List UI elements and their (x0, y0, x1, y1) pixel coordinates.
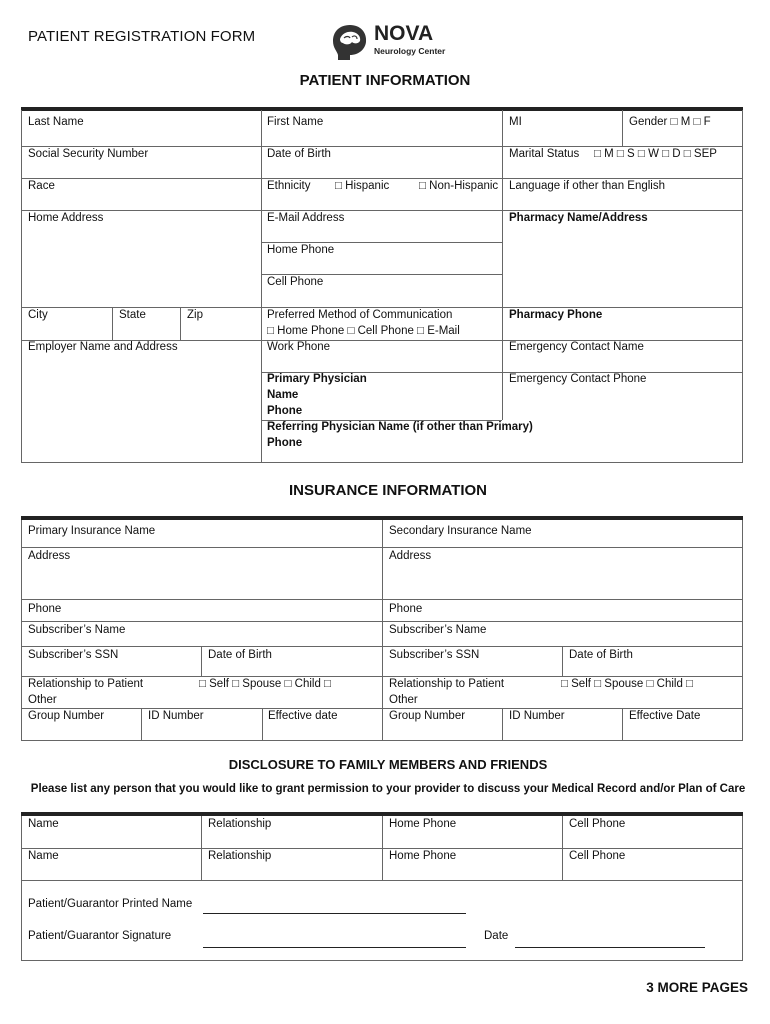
contact1-cell-phone-label: Cell Phone (569, 818, 626, 830)
printed-name-field[interactable] (203, 913, 466, 914)
printed-name-label: Patient/Guarantor Printed Name (28, 898, 193, 910)
work-phone-label: Work Phone (267, 341, 331, 353)
primary-relationship-label: Relationship to Patient (28, 678, 144, 690)
primary-physician-phone-label: Phone (267, 405, 303, 417)
emergency-name-label: Emergency Contact Name (509, 341, 644, 353)
primary-address-label: Address (28, 550, 71, 562)
contact1-relationship-label: Relationship (208, 818, 272, 830)
secondary-insurance-label: Secondary Insurance Name (389, 525, 532, 537)
brain-head-icon (330, 22, 370, 62)
secondary-relationship-label: Relationship to Patient (389, 678, 505, 690)
zip-label: Zip (187, 309, 203, 321)
primary-group-number-label: Group Number (28, 710, 105, 722)
home-phone-label: Home Phone (267, 244, 335, 256)
primary-other-label: Other (28, 694, 57, 706)
primary-physician-name-label: Name (267, 389, 299, 401)
primary-effective-date-label: Effective date (268, 710, 338, 722)
pharmacy-phone-label: Pharmacy Phone (509, 309, 603, 321)
primary-id-number-label: ID Number (148, 710, 204, 722)
contact2-cell-phone-label: Cell Phone (569, 850, 626, 862)
date-field[interactable] (515, 947, 705, 948)
pref-comm-label: Preferred Method of Communication (267, 309, 453, 321)
logo-subtitle: Neurology Center (374, 46, 446, 56)
secondary-subscriber-ssn-label: Subscriber’s SSN (389, 649, 480, 661)
signature-label: Patient/Guarantor Signature (28, 930, 172, 942)
first-name-label: First Name (267, 116, 324, 128)
ethnicity-label: Ethnicity (267, 180, 311, 192)
contact1-home-phone-label: Home Phone (389, 818, 457, 830)
contact2-relationship-label: Relationship (208, 850, 272, 862)
primary-relationship-checkboxes[interactable]: □ Self □ Spouse □ Child □ (199, 678, 331, 690)
language-label: Language if other than English (509, 180, 666, 192)
referring-physician-label: Referring Physician Name (if other than Primary) (267, 421, 533, 433)
marital-status-checkboxes[interactable]: □ M □ S □ W □ D □ SEP (594, 148, 717, 160)
secondary-group-number-label: Group Number (389, 710, 466, 722)
contact2-name-label: Name (28, 850, 59, 862)
primary-physician-label: Primary Physician (267, 373, 367, 385)
insurance-title: INSURANCE INFORMATION (288, 482, 488, 499)
primary-phone-label: Phone (28, 603, 62, 615)
gender-checkboxes[interactable]: Gender □ M □ F (629, 116, 711, 128)
pharmacy-name-label: Pharmacy Name/Address (509, 212, 648, 224)
city-label: City (28, 309, 48, 321)
race-label: Race (28, 180, 55, 192)
date-label: Date (484, 930, 509, 942)
secondary-id-number-label: ID Number (509, 710, 565, 722)
logo (330, 22, 450, 64)
email-label: E-Mail Address (267, 212, 345, 224)
primary-dob-label: Date of Birth (208, 649, 272, 661)
contact1-name-label: Name (28, 818, 59, 830)
pref-comm-checkboxes[interactable]: □ Home Phone □ Cell Phone □ E-Mail (267, 325, 460, 337)
non-hispanic-checkbox[interactable]: □ Non-Hispanic (419, 180, 499, 192)
contact2-home-phone-label: Home Phone (389, 850, 457, 862)
disclosure-subtitle: Please list any person that you would like to grant permission to your provider to discuss your Medical Record and/or Plan of Care (30, 783, 746, 795)
secondary-relationship-checkboxes[interactable]: □ Self □ Spouse □ Child □ (561, 678, 693, 690)
referring-phone-label: Phone (267, 437, 303, 449)
primary-insurance-label: Primary Insurance Name (28, 525, 156, 537)
secondary-other-label: Other (389, 694, 418, 706)
primary-subscriber-ssn-label: Subscriber’s SSN (28, 649, 119, 661)
signature-field[interactable] (203, 947, 466, 948)
secondary-subscriber-name-label: Subscriber’s Name (389, 624, 487, 636)
last-name-label: Last Name (28, 116, 84, 128)
cell-phone-label: Cell Phone (267, 276, 324, 288)
primary-subscriber-name-label: Subscriber’s Name (28, 624, 126, 636)
home-address-label: Home Address (28, 212, 104, 224)
form-title: PATIENT REGISTRATION FORM (28, 28, 256, 45)
state-label: State (119, 309, 146, 321)
ssn-label: Social Security Number (28, 148, 149, 160)
mi-label: MI (509, 116, 522, 128)
logo-name: NOVA (374, 22, 434, 45)
section-rule (21, 107, 743, 111)
more-pages-note: 3 MORE PAGES (646, 980, 748, 995)
employer-label: Employer Name and Address (28, 341, 178, 353)
secondary-address-label: Address (389, 550, 432, 562)
secondary-dob-label: Date of Birth (569, 649, 633, 661)
disclosure-title: DISCLOSURE TO FAMILY MEMBERS AND FRIENDS (228, 757, 548, 772)
patient-info-title: PATIENT INFORMATION (299, 72, 471, 89)
dob-label: Date of Birth (267, 148, 331, 160)
emergency-phone-label: Emergency Contact Phone (509, 373, 647, 385)
hispanic-checkbox[interactable]: □ Hispanic (335, 180, 390, 192)
secondary-phone-label: Phone (389, 603, 423, 615)
marital-status-label: Marital Status (509, 148, 580, 160)
secondary-effective-date-label: Effective Date (629, 710, 701, 722)
